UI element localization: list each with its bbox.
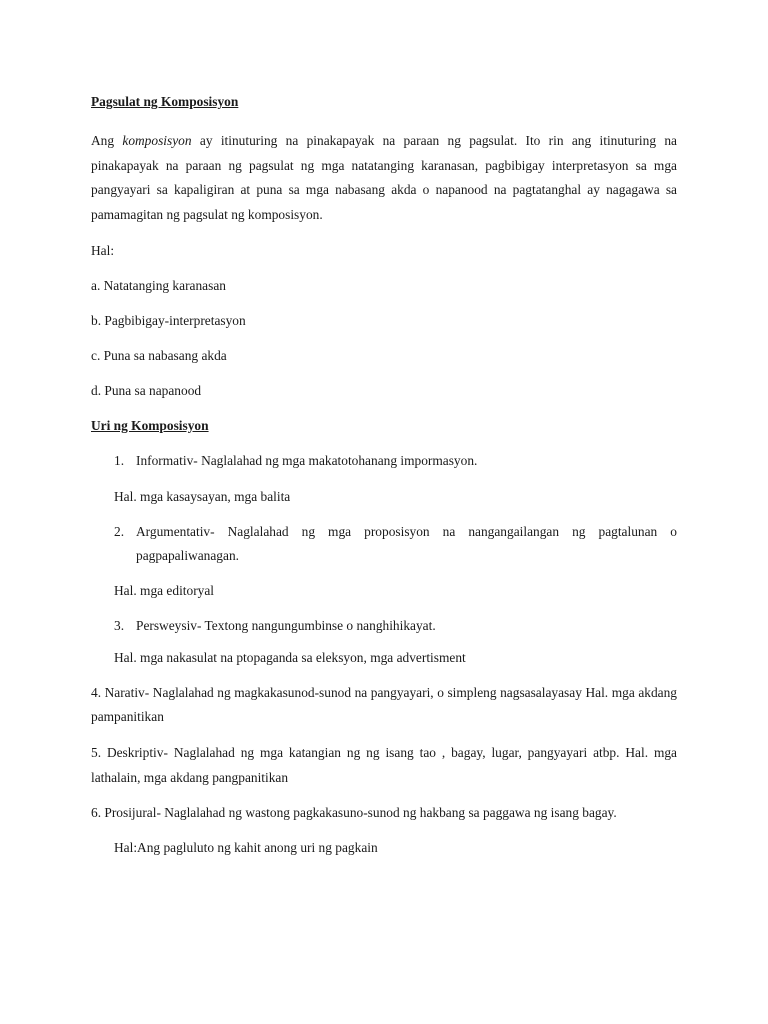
example-item-b: b. Pagbibigay-interpretasyon: [91, 312, 246, 328]
type-example-2: Hal. mga editoryal: [114, 582, 215, 598]
intro-rest: ay itinuturing na pinakapayak na paraan ng pagsulat. Ito rin ang itinuturing na pinakapayak na paraan ng pagsulat ng mga natatanging karanasan, pagbibigay interpretasyon sa mga pangyayari sa kapaligiran at puna sa mga nabasang akda o napanood na pagtatanghal ay nagagawa sa pamamagitan ng pagsulat ng komposisyon.: [91, 133, 677, 223]
example-item-d: d. Puna sa napanood: [91, 382, 202, 398]
type-number: 3.: [114, 617, 125, 633]
type-item-5: 5. Deskriptiv- Naglalahad ng mga katangian ng ng isang tao , bagay, lugar, pangyayari atbp. Hal. mga lathalain, mga akdang pangpanitikan: [91, 745, 677, 785]
type-text: Persweysiv- Textong nangungumbinse o nanghihikayat.: [136, 617, 436, 633]
type-example-6: Hal:Ang pagluluto ng kahit anong uri ng pagkain: [114, 840, 378, 856]
type-item-4: 4. Narativ- Naglalahad ng magkakasunod-sunod na pangyayari, o simpleng nagsasalayasay Hal. mga akdang pampanitikan: [91, 684, 677, 725]
example-item-a: a. Natatanging karanasan: [91, 277, 226, 293]
intro-paragraph: [91, 129, 677, 228]
intro-lead: Ang: [91, 133, 123, 148]
section-title: Uri ng Komposisyon: [91, 417, 209, 433]
document-body: [91, 94, 677, 856]
type-text: Argumentativ- Naglalahad ng mga proposisyon na nangangailangan ng pagtalunan o pagpapaliwanagan.: [136, 523, 677, 564]
type-example-3: Hal. mga nakasulat na ptopaganda sa eleksyon, mga advertisment: [114, 649, 466, 665]
type-item-3: [91, 614, 677, 639]
type-text: Informativ- Naglalahad ng mga makatotohanang impormasyon.: [136, 452, 478, 468]
intro-italic-term: komposisyon: [122, 133, 192, 148]
type-example-1: Hal. mga kasaysayan, mga balita: [114, 488, 291, 504]
type-number: 2.: [114, 523, 125, 539]
example-item-c: c. Puna sa nabasang akda: [91, 347, 227, 363]
document-title: Pagsulat ng Komposisyon: [91, 94, 239, 109]
type-item-2: [91, 520, 677, 569]
type-number: 1.: [114, 452, 125, 468]
type-item-6: 6. Prosijural- Naglalahad ng wastong pagkakasuno-sunod ng hakbang sa paggawa ng isang bagay.: [91, 805, 617, 821]
type-item-1: [91, 449, 677, 474]
hal-label: Hal:: [91, 242, 115, 258]
